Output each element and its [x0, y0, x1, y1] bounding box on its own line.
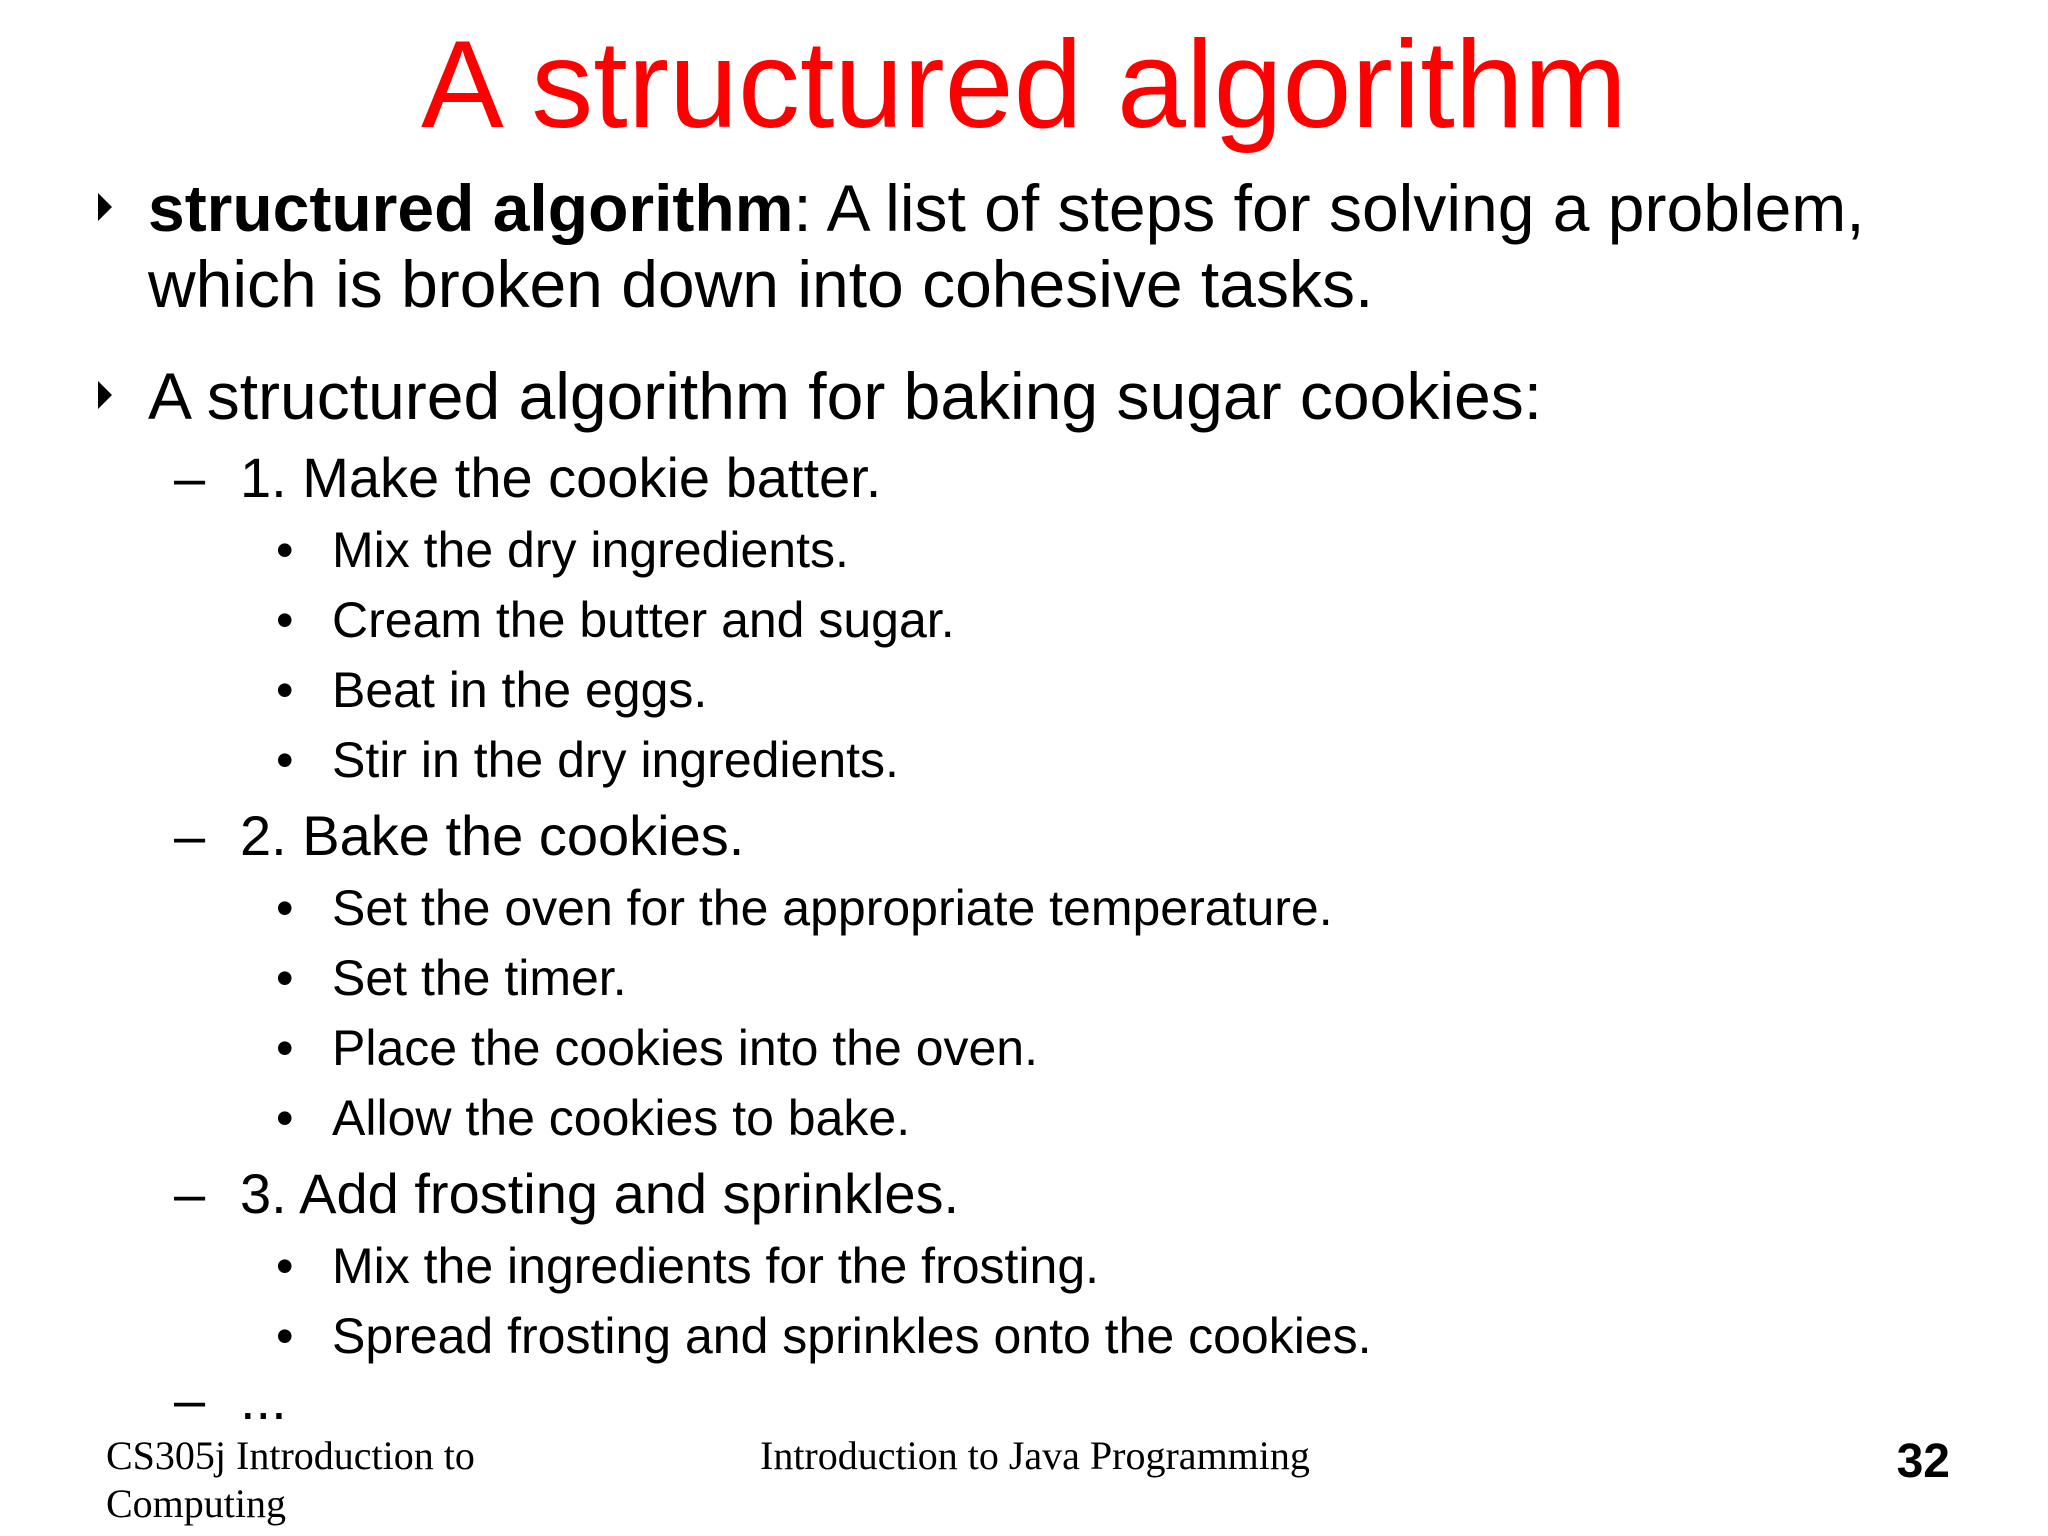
bullet-dot-icon: •	[276, 880, 294, 936]
list-item-text: Place the cookies into the oven.	[332, 1020, 1039, 1076]
list-item-text: Mix the ingredients for the frosting.	[332, 1238, 1100, 1294]
list-item	[276, 878, 1333, 938]
list-item-text: Set the timer.	[332, 950, 627, 1006]
bullet-arrow-icon	[98, 193, 112, 221]
footer-course-line1: CS305j Introduction to	[106, 1433, 475, 1478]
dash-marker: –	[174, 1368, 206, 1431]
step-2-label: 2. Bake the cookies.	[240, 804, 745, 867]
definition-term: structured algorithm	[148, 171, 794, 245]
list-item-text: Set the oven for the appropriate temperature.	[332, 880, 1333, 936]
list-item	[276, 660, 708, 720]
bullet-definition	[148, 170, 1865, 246]
step-ellipsis-label: ...	[240, 1368, 287, 1431]
list-item	[276, 730, 899, 790]
step-1-label: 1. Make the cookie batter.	[240, 446, 882, 509]
bullet-dot-icon: •	[276, 1238, 294, 1294]
bullet-dot-icon: •	[276, 522, 294, 578]
dash-marker: –	[174, 804, 206, 867]
footer-course	[106, 1432, 566, 1528]
dash-marker: –	[174, 1162, 206, 1225]
list-item-text: Beat in the eggs.	[332, 662, 708, 718]
step-2	[174, 804, 745, 868]
list-item	[276, 1018, 1039, 1078]
list-item	[276, 948, 627, 1008]
bullet-dot-icon: •	[276, 732, 294, 788]
bullet-cookies-intro-text: A structured algorithm for baking sugar cookies:	[148, 359, 1543, 433]
bullet-dot-icon: •	[276, 1090, 294, 1146]
list-item	[276, 1306, 1372, 1366]
list-item	[276, 1088, 911, 1148]
step-3-label: 3. Add frosting and sprinkles.	[240, 1162, 960, 1225]
step-1	[174, 446, 882, 510]
list-item-text: Spread frosting and sprinkles onto the cookies.	[332, 1308, 1372, 1364]
list-item	[276, 520, 849, 580]
page-number: 32	[1896, 1435, 1950, 1488]
list-item	[276, 1236, 1100, 1296]
step-ellipsis	[174, 1368, 287, 1432]
list-item-text: Stir in the dry ingredients.	[332, 732, 899, 788]
bullet-dot-icon: •	[276, 662, 294, 718]
list-item-text: Allow the cookies to bake.	[332, 1090, 911, 1146]
slide-title: A structured algorithm	[420, 16, 1628, 154]
bullet-dot-icon: •	[276, 592, 294, 648]
definition-text: : A list of steps for solving a problem,	[793, 171, 1865, 245]
bullet-dot-icon: •	[276, 950, 294, 1006]
step-3	[174, 1162, 960, 1226]
bullet-dot-icon: •	[276, 1308, 294, 1364]
bullet-arrow-icon	[98, 381, 112, 409]
footer-title: Introduction to Java Programming	[760, 1433, 1310, 1478]
list-item-text: Cream the butter and sugar.	[332, 592, 955, 648]
bullet-dot-icon: •	[276, 1020, 294, 1076]
list-item-text: Mix the dry ingredients.	[332, 522, 849, 578]
dash-marker: –	[174, 446, 206, 509]
footer-course-line2: Computing	[106, 1481, 287, 1526]
bullet-definition-continued: which is broken down into cohesive tasks.	[148, 247, 1374, 321]
bullet-cookies-intro	[148, 358, 1542, 434]
list-item	[276, 590, 955, 650]
